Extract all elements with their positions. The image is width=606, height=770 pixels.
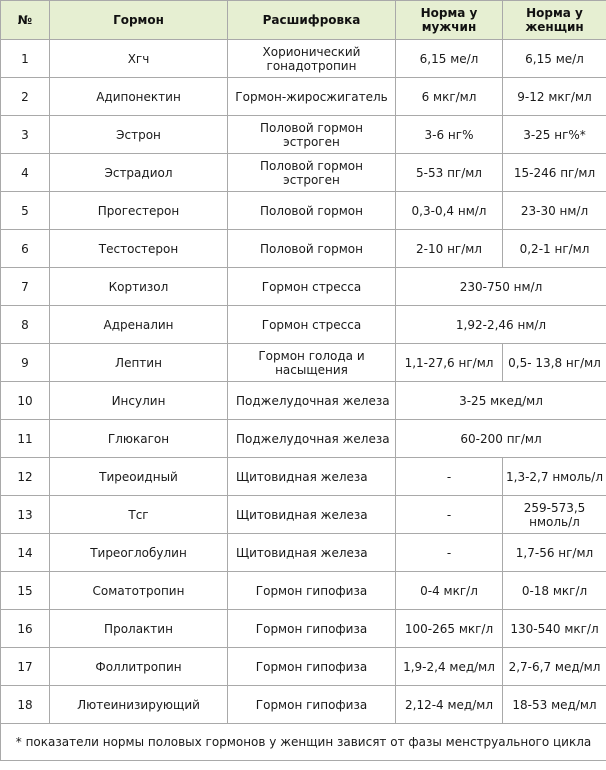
norm-women: 18-53 мед/мл <box>503 686 606 724</box>
hormone-description: Гормон гипофиза <box>228 610 396 648</box>
norm-women: 0,2-1 нг/мл <box>503 230 606 268</box>
row-number: 17 <box>1 648 50 686</box>
table-row <box>1 306 606 344</box>
row-number: 12 <box>1 458 50 496</box>
norm-women: 6,15 ме/л <box>503 40 606 78</box>
hormone-name: Кортизол <box>50 268 228 306</box>
norm-men: 2,12-4 мед/мл <box>396 686 503 724</box>
hormone-description: Щитовидная железа <box>228 534 396 572</box>
table-row <box>1 40 606 78</box>
hormone-name: Лептин <box>50 344 228 382</box>
hormone-name: Соматотропин <box>50 572 228 610</box>
hormone-description: Щитовидная железа <box>228 496 396 534</box>
table-row <box>1 496 606 534</box>
norm-women: 0-18 мкг/л <box>503 572 606 610</box>
hormone-name: Тиреоглобулин <box>50 534 228 572</box>
norm-women: 1,7-56 нг/мл <box>503 534 606 572</box>
table-row <box>1 420 606 458</box>
row-number: 16 <box>1 610 50 648</box>
norm-women: 2,7-6,7 мед/мл <box>503 648 606 686</box>
hormone-name: Лютеинизирующий <box>50 686 228 724</box>
hormone-description: Поджелудочная железа <box>228 382 396 420</box>
hormone-name: Эстрон <box>50 116 228 154</box>
header-norm-women: Норма у женщин <box>503 1 606 40</box>
norm-men: 1,9-2,4 мед/мл <box>396 648 503 686</box>
row-number: 18 <box>1 686 50 724</box>
hormone-name: Тсг <box>50 496 228 534</box>
table-row <box>1 344 606 382</box>
table-row <box>1 230 606 268</box>
hormone-description: Щитовидная железа <box>228 458 396 496</box>
hormone-description: Хорионический гонадотропин <box>228 40 396 78</box>
hormone-name: Пролактин <box>50 610 228 648</box>
hormone-description: Половой гормон <box>228 230 396 268</box>
table-header-row <box>1 1 606 40</box>
hormone-name: Фоллитропин <box>50 648 228 686</box>
norm-women: 3-25 нг%* <box>503 116 606 154</box>
hormone-description: Гормон стресса <box>228 306 396 344</box>
norm-women: 9-12 мкг/мл <box>503 78 606 116</box>
norm-men: 1,1-27,6 нг/мл <box>396 344 503 382</box>
row-number: 9 <box>1 344 50 382</box>
norm-men: - <box>396 458 503 496</box>
header-num: № <box>1 1 50 40</box>
table-row <box>1 382 606 420</box>
header-norm-men: Норма у мужчин <box>396 1 503 40</box>
header-hormone: Гормон <box>50 1 228 40</box>
norm-men: 6,15 ме/л <box>396 40 503 78</box>
footnote-row <box>1 724 606 761</box>
table-row <box>1 154 606 192</box>
row-number: 5 <box>1 192 50 230</box>
table-row <box>1 192 606 230</box>
hormone-name: Глюкагон <box>50 420 228 458</box>
row-number: 15 <box>1 572 50 610</box>
row-number: 1 <box>1 40 50 78</box>
hormone-name: Хгч <box>50 40 228 78</box>
norm-both: 60-200 пг/мл <box>396 420 606 458</box>
table-row <box>1 268 606 306</box>
hormone-name: Тестостерон <box>50 230 228 268</box>
row-number: 2 <box>1 78 50 116</box>
table-row <box>1 648 606 686</box>
table-row <box>1 572 606 610</box>
table-row <box>1 534 606 572</box>
row-number: 11 <box>1 420 50 458</box>
row-number: 4 <box>1 154 50 192</box>
header-decoding: Расшифровка <box>228 1 396 40</box>
hormone-description: Гормон гипофиза <box>228 648 396 686</box>
row-number: 3 <box>1 116 50 154</box>
norm-women: 259-573,5 нмоль/л <box>503 496 606 534</box>
norm-women: 0,5- 13,8 нг/мл <box>503 344 606 382</box>
hormone-description: Половой гормон <box>228 192 396 230</box>
table-row <box>1 458 606 496</box>
row-number: 6 <box>1 230 50 268</box>
hormone-description: Гормон стресса <box>228 268 396 306</box>
row-number: 14 <box>1 534 50 572</box>
hormone-name: Адипонектин <box>50 78 228 116</box>
hormone-description: Поджелудочная железа <box>228 420 396 458</box>
footnote: * показатели нормы половых гормонов у женщин зависят от фазы менструального цикла <box>1 724 606 761</box>
row-number: 7 <box>1 268 50 306</box>
hormone-description: Гормон-жиросжигатель <box>228 78 396 116</box>
norm-men: 3-6 нг% <box>396 116 503 154</box>
hormone-name: Инсулин <box>50 382 228 420</box>
norm-women: 1,3-2,7 нмоль/л <box>503 458 606 496</box>
norm-women: 15-246 пг/мл <box>503 154 606 192</box>
norm-men: 6 мкг/мл <box>396 78 503 116</box>
hormone-name: Адреналин <box>50 306 228 344</box>
table-body <box>1 40 606 724</box>
row-number: 10 <box>1 382 50 420</box>
norm-men: 100-265 мкг/л <box>396 610 503 648</box>
table-row <box>1 686 606 724</box>
norm-men: - <box>396 496 503 534</box>
hormone-name: Эстрадиол <box>50 154 228 192</box>
hormone-description: Гормон гипофиза <box>228 686 396 724</box>
hormone-description: Гормон голода и насыщения <box>228 344 396 382</box>
norm-men: - <box>396 534 503 572</box>
table-row <box>1 78 606 116</box>
table-row <box>1 116 606 154</box>
hormone-name: Тиреоидный <box>50 458 228 496</box>
hormone-description: Половой гормон эстроген <box>228 154 396 192</box>
norm-both: 230-750 нм/л <box>396 268 606 306</box>
row-number: 8 <box>1 306 50 344</box>
norm-both: 3-25 мкед/мл <box>396 382 606 420</box>
norm-both: 1,92-2,46 нм/л <box>396 306 606 344</box>
norm-women: 23-30 нм/л <box>503 192 606 230</box>
norm-women: 130-540 мкг/л <box>503 610 606 648</box>
norm-men: 5-53 пг/мл <box>396 154 503 192</box>
hormone-description: Гормон гипофиза <box>228 572 396 610</box>
norm-men: 0-4 мкг/л <box>396 572 503 610</box>
norm-men: 0,3-0,4 нм/л <box>396 192 503 230</box>
norm-men: 2-10 нг/мл <box>396 230 503 268</box>
table-row <box>1 610 606 648</box>
hormone-name: Прогестерон <box>50 192 228 230</box>
row-number: 13 <box>1 496 50 534</box>
hormone-description: Половой гормон эстроген <box>228 116 396 154</box>
